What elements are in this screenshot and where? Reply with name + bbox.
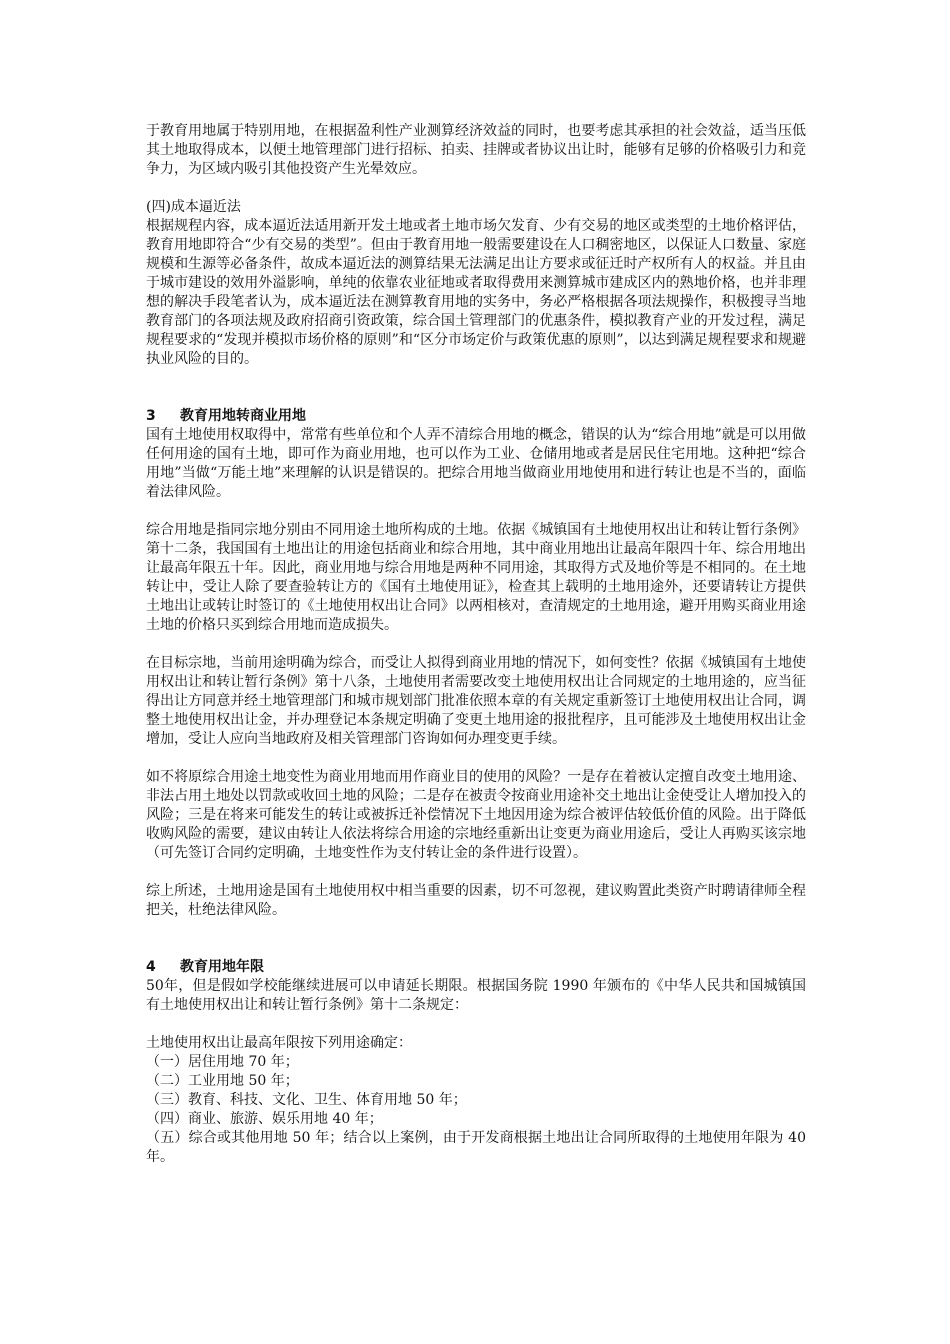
section-3-paragraph-1: 国有土地使用权取得中，常常有些单位和个人弄不清综合用地的概念，错误的认为“综合用地”就是可以用做任何用途的国有土地，即可作为商业用地，也可以作为工业、仓储用地或者是居民住宅用地。这种把“综合用地”当做“万能土地”来理解的认识是错误的。把综合用地当做商业用地使用和进行转让也是不当的，面临着法律风险。 <box>146 427 806 500</box>
list-item: （二）工业用地 50 年； <box>146 1073 299 1089</box>
list-item: （三）教育、科技、文化、卫生、体育用地 50 年； <box>146 1092 467 1108</box>
list-intro: 土地使用权出让最高年限按下列用途确定： <box>146 1035 412 1051</box>
section-3-heading <box>146 407 806 426</box>
list-item: （五）综合或其他用地 50 年；结合以上案例，由于开发商根据土地出让合同所取得的土地使用年限为 40 年。 <box>146 1130 806 1165</box>
cost-approach-paragraph: 根据规程内容，成本逼近法适用新开发土地或者土地市场欠发育、少有交易的地区或类型的土地价格评估，教育用地即符合“少有交易的类型”。但由于教育用地一般需要建设在人口稠密地区，以保证人口数量、家庭规模和生源等必备条件，故成本逼近法的测算结果无法满足出让方要求或征迁时产权所有人的权益。并且由于城市建设的效用外溢影响，单纯的依靠农业征地或者取得费用来测算城市建成区内的熟地价格，也并非理想的解决手段笔者认为，成本逼近法在测算教育用地的实务中，务必严格根据各项法规操作，积极搜寻当地教育部门的各项法规及政府招商引资政策，综合国土管理部门的优惠条件，模拟教育产业的开发过程，满足规程要求的“发现并模拟市场价格的原则”和“区分市场定价与政策优惠的原则”，以达到满足规程要求和规避执业风险的目的。 <box>146 218 806 367</box>
section-4-paragraph-1: 50年，但是假如学校能继续进展可以申请延长期限。根据国务院 1990 年颁布的《中华人民共和国城镇国有土地使用权出让和转让暂行条例》第十二条规定： <box>146 978 806 1013</box>
list-item: （一）居住用地 70 年； <box>146 1054 299 1070</box>
subsection-cost-approach-title: (四)成本逼近法 <box>146 199 241 215</box>
section-3-number: 3 <box>146 408 156 424</box>
intro-paragraph: 于教育用地属于特别用地，在根据盈利性产业测算经济效益的同时，也要考虑其承担的社会效益，适当压低其土地取得成本，以便土地管理部门进行招标、拍卖、挂牌或者协议出让时，能够有足够的价格吸引力和竞争力，为区域内吸引其他投资产生光晕效应。 <box>146 123 806 177</box>
section-4-heading <box>146 958 806 977</box>
section-4-title: 教育用地年限 <box>180 959 264 975</box>
section-3-paragraph-2: 综合用地是指同宗地分别由不同用途土地所构成的土地。依据《城镇国有土地使用权出让和转让暂行条例》第十二条，我国国有土地出让的用途包括商业和综合用地，其中商业用地出让最高年限四十年、综合用地出让最高年限五十年。因此，商业用地与综合用地是两种不同用途，其取得方式及地价等是不相同的。在土地转让中，受让人除了要查验转让方的《国有土地使用证》，检查其上载明的土地用途外，还要请转让方提供土地出让或转让时签订的《土地使用权出让合同》以两相核对，查清规定的土地用途，避开用购买商业用途土地的价格只买到综合用地而造成损失。 <box>146 522 806 633</box>
document-body <box>146 122 806 1167</box>
list-item: （四）商业、旅游、娱乐用地 40 年； <box>146 1111 383 1127</box>
section-3-paragraph-3: 在目标宗地，当前用途明确为综合，而受让人拟得到商业用地的情况下，如何变性？依据《城镇国有土地使用权出让和转让暂行条例》第十八条，土地使用者需要改变土地使用权出让合同规定的土地用途的，应当征得出让方同意并经土地管理部门和城市规划部门批准依照本章的有关规定重新签订土地使用权出让合同，调整土地使用权出让金，并办理登记本条规定明确了变更土地用途的报批程序，且可能涉及土地使用权出让金增加，受让人应向当地政府及相关管理部门咨询如何办理变更手续。 <box>146 655 806 747</box>
section-3-title: 教育用地转商业用地 <box>180 408 306 424</box>
section-4-number: 4 <box>146 959 156 975</box>
spacer <box>146 388 806 407</box>
section-3-paragraph-5: 综上所述，土地用途是国有土地使用权中相当重要的因素，切不可忽视，建议购置此类资产时聘请律师全程把关，杜绝法律风险。 <box>146 883 806 918</box>
spacer <box>146 939 806 958</box>
section-3-paragraph-4: 如不将原综合用途土地变性为商业用地而用作商业目的使用的风险？一是存在着被认定擅自改变土地用途、非法占用土地处以罚款或收回土地的风险；二是存在被责令按商业用途补交土地出让金使受让人增加投入的风险；三是在将来可能发生的转让或被拆迁补偿情况下土地因用途为综合被评估较低价值的风险。出于降低收购风险的需要，建议由转让人依法将综合用途的宗地经重新出让变更为商业用途后，受让人再购买该宗地（可先签订合同约定明确，土地变性作为支付转让金的条件进行设置）。 <box>146 769 806 861</box>
